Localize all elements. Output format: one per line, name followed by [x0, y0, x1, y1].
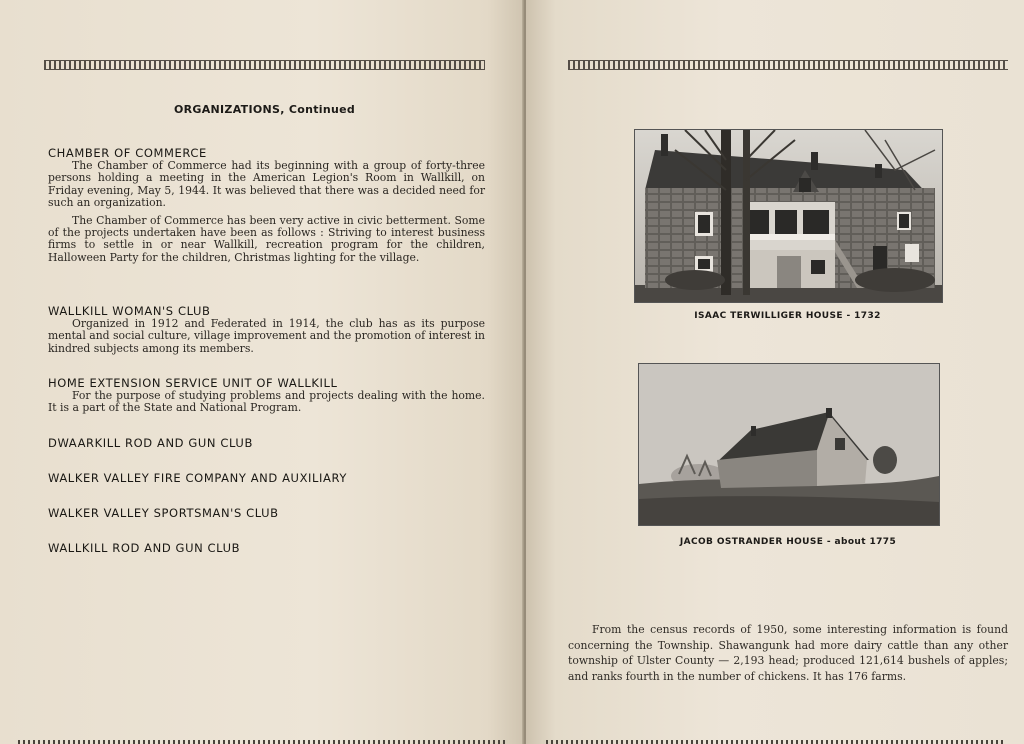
org-heading: WALKER VALLEY FIRE COMPANY AND AUXILIARY: [48, 471, 347, 485]
page-title: ORGANIZATIONS, Continued: [173, 103, 356, 116]
photo-caption: JACOB OSTRANDER HOUSE - about 1775: [679, 537, 897, 547]
right-page: [526, 0, 1024, 744]
section-heading: HOME EXTENSION SERVICE UNIT OF WALLKILL: [48, 376, 338, 390]
ornamental-rule: [568, 60, 1008, 70]
org-heading: DWAARKILL ROD AND GUN CLUB: [48, 436, 253, 450]
ornamental-rule: [44, 60, 485, 70]
paragraph: For the purpose of studying problems and projects dealing with the home. It is a part of the State and National Program.: [48, 389, 485, 415]
section-home-extension: [48, 376, 485, 415]
bottom-rule: [546, 740, 1006, 744]
section-heading: CHAMBER OF COMMERCE: [48, 146, 207, 160]
paragraph: The Chamber of Commerce had its beginning with a group of forty-three persons holding a meeting in the American Legion's Room in Wallkill, on Friday evening, May 5, 1944. It was believed that there was a decided need for such an organization.: [48, 159, 485, 210]
section-chamber-of-commerce: [48, 146, 485, 264]
org-heading: WALKER VALLEY SPORTSMAN'S CLUB: [48, 506, 279, 520]
ostrander-house-photo: [638, 363, 940, 526]
bottom-rule: [18, 740, 508, 744]
paragraph: Organized in 1912 and Federated in 1914, the club has as its purpose mental and social culture, village improvement and the promotion of interest in kindred subjects among its members.: [48, 317, 485, 355]
terwilliger-house-photo: [634, 129, 943, 303]
section-heading: WALLKILL WOMAN'S CLUB: [48, 304, 211, 318]
paragraph: The Chamber of Commerce has been very active in civic betterment. Some of the projects undertaken have been as follows : Striving to interest business firms to settle in or near Wallkill, recreation program for the children, Halloween Party for the children, Christmas lighting for the village.: [48, 213, 485, 264]
section-womans-club: [48, 304, 485, 355]
org-heading: WALLKILL ROD AND GUN CLUB: [48, 541, 241, 555]
census-paragraph: From the census records of 1950, some interesting information is found concerning the Township. Shawangunk had more dairy cattle than any other township of Ulster County — 2,193 head; produced 121,614 bushels of apples; and ranks fourth in the number of chickens. It has 176 farms.: [568, 623, 1008, 683]
photo-caption: ISAAC TERWILLIGER HOUSE - 1732: [694, 311, 881, 321]
